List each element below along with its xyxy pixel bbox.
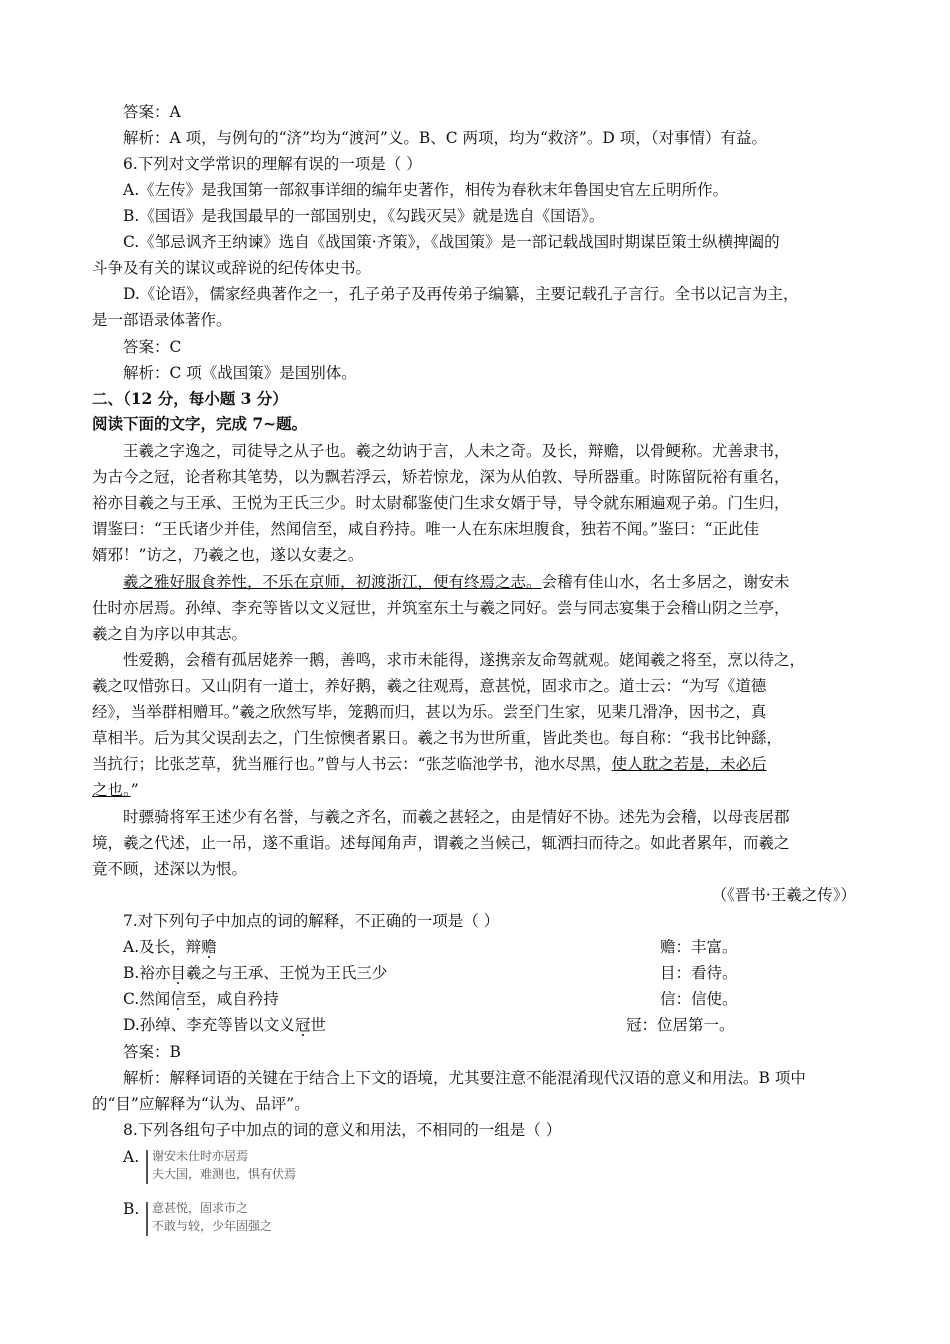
dotted-word: 冠 [294,1016,311,1034]
passage-line: 裕亦目羲之与王承、王悦为王氏三少。时太尉郗鉴使门生求女婿于导，导令就东厢遍观子弟。门生归， [92,494,790,512]
analysis-line: 解析：解释词语的关键在于结合上下文的语境，尤其要注意不能混淆现代汉语的意义和用法。B 项中 [123,1069,806,1087]
option-d: D.《论语》，儒家经典著作之一，孔子弟子及再传弟子编纂，主要记载孔子言行。全书以记言为主， [123,285,799,303]
analysis-line: 解析：A 项，与例句的“济”均为“渡河”义。B、C 两项，均为“救济”。D 项，（对事情）有益。 [123,129,767,147]
q7-explain-a: 赡：丰富。 [660,938,738,956]
passage-line: 时骠骑将军王述少有名誉，与羲之齐名，而羲之甚轻之，由是情好不协。述先为会稽，以母丧居郡 [123,808,790,826]
reading-instruction: 阅读下面的文字，完成 7~题。 [92,414,308,433]
question-7: 7.对下列句子中加点的词的解释，不正确的一项是（ ） [123,912,500,930]
q7-option-d: D.孙绰、李充等皆以文义冠世 [123,1016,326,1034]
passage-line: 境，羲之代述，止一吊，遂不重诣。述每闻角声，谓羲之当候己，辄洒扫而待之。如此者累年，而羲之 [92,834,790,852]
passage-line: 经》，当举群相赠耳。”羲之欣然写毕，笼鹅而归，甚以为乐。尝至门生家，见棐几滑净，因书之，真 [92,703,767,721]
option-c-cont: 斗争及有关的谋议或辞说的纪传体史书。 [92,259,372,277]
passage-line: 婿邪！”访之，乃羲之也，遂以女妻之。 [92,546,364,564]
passage-line: 当抗行；比张芝草，犹当雁行也。”曾与人书云：“张芝临池学书，池水尽黑，使人耽之若是，未必后 [92,755,767,773]
analysis-line: 解析：C 项《战国策》是国别体。 [123,364,357,382]
answer-line: 答案：C [123,338,182,356]
passage-line: 羲之雅好服食养性，不乐在京师，初渡浙江，便有终焉之志。会稽有佳山水，名士多居之，谢安未 [123,573,790,591]
option-b: B.《国语》是我国最早的一部国别史，《勾践灭吴》就是选自《国语》。 [123,207,605,225]
q8-option-b-line2: 不敢与较，少年固强之 [152,1219,273,1233]
passage-line: 王羲之字逸之，司徒导之从子也。羲之幼讷于言，人未之奇。及长，辩赡，以骨鲠称。尤善隶书， [123,442,790,460]
q8-option-a-label: A. [123,1148,140,1166]
passage-line: 谓鉴曰：“王氏诸少并佳，然闻信至，咸自矜持。唯一人在东床坦腹食，独若不闻。”鉴曰：“正此佳 [92,520,760,538]
passage-line: 草相半。后为其父误刮去之，门生惊懊者累日。羲之书为世所重，皆此类也。每自称：“我书比钟繇， [92,729,782,747]
dotted-word: 信 [170,990,186,1008]
source-citation: （《晋书·王羲之传》） [711,886,856,904]
q8-option-b-line1: 意甚悦，固求市之 [152,1201,249,1215]
dotted-word: 赡 [201,938,217,956]
underlined-sentence: 之也。 [92,781,131,799]
answer-line: 答案：A [123,103,181,121]
passage-line: 为古今之冠，论者称其笔势，以为飘若浮云，矫若惊龙，深为从伯敦、导所器重。时陈留阮裕有重名， [92,468,790,486]
section-heading: 二、（12 分，每小题 3 分） [92,389,288,408]
passage-line: 之也。” [92,781,139,799]
q7-option-a: A.及长，辩赡 [123,938,217,956]
q7-explain-c: 信：信使。 [660,990,738,1008]
passage-line: 羲之叹惜弥日。又山阴有一道士，养好鹅，羲之往观焉，意甚悦，固求市之。道士云：“为写《道德 [92,677,767,695]
brace-icon [146,1202,148,1236]
option-d-cont: 是一部语录体著作。 [92,311,232,329]
passage-line: 羲之自为序以申其志。 [92,625,248,643]
underlined-sentence: 使人耽之若是，未必后 [611,755,767,773]
analysis-line-cont: 的“目”应解释为“认为、品评”。 [92,1095,310,1113]
passage-line: 仕时亦居焉。孙绰、李充等皆以文义冠世，并筑室东土与羲之同好。尝与同志宴集于会稽山阴之兰亭， [92,599,790,617]
q8-option-b-label: B. [123,1200,140,1218]
option-a: A.《左传》是我国第一部叙事详细的编年史著作，相传为春秋末年鲁国史官左丘明所作。 [123,181,729,199]
q8-option-a-line1: 谢安未仕时亦居焉 [152,1149,249,1163]
passage-line: 竟不顾，述深以为恨。 [92,860,248,878]
option-c: C.《邹忌讽齐王纳谏》选自《战国策·齐策》，《战国策》是一部记载战国时期谋臣策士纵横捭阖的 [123,233,780,251]
passage-line: 性爱鹅，会稽有孤居姥养一鹅，善鸣，求市未能得，遂携亲友命驾就观。姥闻羲之将至，烹以待之， [123,651,806,669]
q7-option-b: B.裕亦目羲之与王承、王悦为王氏三少 [123,964,388,982]
q7-explain-d: 冠：位居第一。 [626,1016,735,1034]
underlined-sentence: 羲之雅好服食养性，不乐在京师，初渡浙江，便有终焉之志。 [123,573,542,591]
q7-option-c: C.然闻信至，咸自矜持 [123,990,279,1008]
q8-option-a-line2: 夫大国，难测也，惧有伏焉 [152,1167,297,1181]
dotted-word: 目 [170,964,186,982]
question-8: 8.下列各组句子中加点的词的意义和用法，不相同的一组是（ ） [123,1121,562,1139]
brace-icon [146,1150,148,1184]
question-6: 6.下列对文学常识的理解有误的一项是（ ） [123,155,422,173]
answer-line: 答案：B [123,1043,181,1061]
q7-explain-b: 目：看待。 [660,964,738,982]
